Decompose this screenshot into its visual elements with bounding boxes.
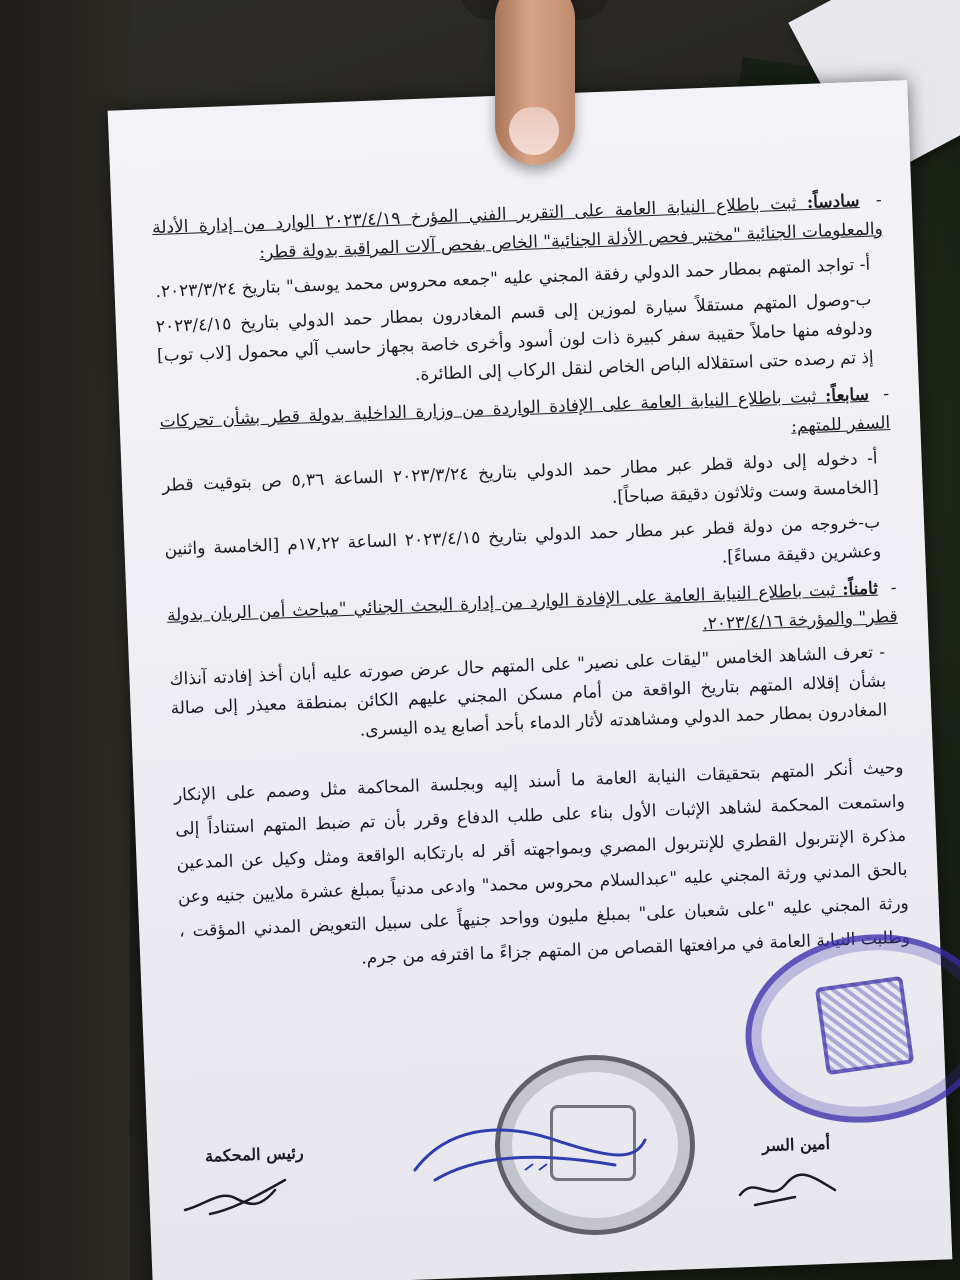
holding-finger (495, 0, 575, 165)
section-eighth-text: ثبت باطلاع النيابة العامة على الإفادة الوارد من إدارة البحث الجنائي "مباحث أمن الريان بدولة قطر" والمؤرخة ٢٠٢٣/٤/١٦. (166, 580, 899, 635)
blue-ink-signature (405, 1110, 655, 1200)
section-sixth-item-a: أ- تواجد المتهم بمطار حمد الدولي رفقة المجني عليه "جمعه محروس محمد يوسف" بتاريخ ٢٠٢٣/٣/٢٤. (155, 254, 871, 303)
judge-signature-label: رئيس المحكمة (204, 1143, 304, 1166)
section-seventh-item-b: ب-خروجه من دولة قطر عبر مطار حمد الدولي بتاريخ ٢٠٢٣/٤/١٥ الساعة ١٧,٢٢م [الخامسة واثنين وعشرين دقيقة مساءً]. (164, 512, 882, 568)
secretary-signature-label: أمين السر (761, 1133, 831, 1156)
section-seventh-heading: سابعاً: (824, 384, 870, 407)
secretary-signature (735, 1165, 840, 1210)
section-seventh-item-a: أ- دخوله إلى دولة قطر عبر مطار حمد الدولي بتاريخ ٢٠٢٣/٣/٢٤ الساعة ٥,٣٦ ص بتوقيت قطر [الخامسة وست وثلاثون دقيقة صباحاً]. (161, 448, 880, 508)
section-eighth-heading: ثامناً: (841, 578, 879, 600)
section-eighth: - ثامناً: ثبت باطلاع النيابة العامة على الإفادة الوارد من إدارة البحث الجنائي "مباحث أمن الريان بدولة قطر" والمؤرخة ٢٠٢٣/٤/١٦. - تعرف الشاهد الخامس "ليقات على نصير" على المتهم حال عرض صورته عليه أبان أخذ إفادته آنذاك بشأن إقلاله المتهم بتاريخ الواقعة من أمام مسكن المجني عليهم الكائن بمنطقة معيذر إلى صالة المغادرون بمطار حمد الدولي ومشاهدته لأثار الدماء بأحد أصابع يده اليسرى. (167, 574, 902, 753)
section-sixth-item-b: ب-وصول المتهم مستقلاً سيارة لموزين إلى قسم المغادرون بمطار حمد الدولي بتاريخ ٢٠٢٣/٤/١٥ ودلوفه منها حاملاً حقيبة سفر كبيرة ذات لون أسود وأخرى خاصة بجهاز حاسب آلي محمول [لاب توب] إذ تم رصده حتى استقلاله الباص الخاص لنقل الركاب إلى الطائرة. (155, 289, 875, 386)
judge-signature (180, 1170, 290, 1220)
section-sixth-heading: سادساً: (806, 190, 860, 214)
section-seventh: - سابعاً: ثبت باطلاع النيابة العامة على الإفادة الواردة من وزارة الداخلية بدولة قطر بشأن تحركات السفر للمتهم: أ- دخوله إلى دولة قطر عبر مطار حمد الدولي بتاريخ ٢٠٢٣/٣/٢٤ الساعة ٥,٣٦ ص بتوقيت قطر [الخامسة وست وثلاثون دقيقة صباحاً]. ب-خروجه من دولة قطر عبر مطار حمد الدولي بتاريخ ٢٠٢٣/٤/١٥ الساعة ١٧,٢٢م [الخامسة واثنين وعشرين دقيقة مساءً]. (159, 380, 896, 594)
closing-paragraph: وحيث أنكر المتهم بتحقيقات النيابة العامة ما أسند إليه وبجلسة المحاكمة مثل وصمم على الإنكار واستمعت المحكمة لشاهد الإثبات الأول بناء على طلب الدفاع وقرر بأن تم ضبط المتهم استناداً إلى مذكرة الإنتربول القطري للإنتربول المصري وبمواجهته أقر له بارتكابه الواقعة ومثل وكيل عن المدعين بالحق المدني ورثة المجني عليه "عبدالسلام محروس محمد" وادعى مدنياً بمبلغ عشرة ملايين جنيه وعن ورثة المجني عليه "على شعبان على" بمبلغ مليون وواحد جنيهاً على سبيل التعويض المدني المؤقت ، وطلبت النيابة العامة في مرافعتها القصاص من المتهم جزاءً ما اقترفه من جرم. (173, 757, 911, 969)
section-sixth: - سادساً: ثبت باطلاع النيابة العامة على التقرير الفني المؤرخ ٢٠٢٣/٤/١٩ الوارد من إدارة الأدلة والمعلومات الجنائية "مختبر فحص الأدلة الجنائية" الخاص بفحص آلات المراقبة بدولة قطر: أ- تواجد المتهم بمطار حمد الدولي رفقة المجني عليه "جمعه محروس محمد يوسف" بتاريخ ٢٠٢٣/٣/٢٤. ب-وصول المتهم مستقلاً سيارة لموزين إلى قسم المغادرون بمطار حمد الدولي بتاريخ ٢٠٢٣/٤/١٥ ودلوفه منها حاملاً حقيبة سفر كبيرة ذات لون أسود وأخرى خاصة بجهاز حاسب آلي محمول [لاب توب] إذ تم رصده حتى استقلاله الباص الخاص لنقل الركاب إلى الطائرة. (152, 186, 889, 400)
section-sixth-text: ثبت باطلاع النيابة العامة على التقرير الفني المؤرخ ٢٠٢٣/٤/١٩ الوارد من إدارة الأدلة والمعلومات الجنائية "مختبر فحص الأدلة الجنائية" الخاص بفحص آلات المراقبة بدولة قطر: (151, 193, 884, 264)
fingernail (509, 107, 559, 155)
section-seventh-text: ثبت باطلاع النيابة العامة على الإفادة الواردة من وزارة الداخلية بدولة قطر بشأن تحركات السفر للمتهم: (159, 386, 891, 437)
seal-emblem-icon (815, 976, 914, 1075)
section-eighth-item: - تعرف الشاهد الخامس "ليقات على نصير" على المتهم حال عرض صورته عليه أبان أخذ إفادته آنذاك بشأن إقلاله المتهم بتاريخ الواقعة من أمام مسكن المجني عليهم الكائن بمنطقة معيذر إلى صالة المغادرون بمطار حمد الدولي ومشاهدته لأثار الدماء بأحد أصابع يده اليسرى. (169, 642, 888, 741)
document-body (152, 186, 911, 982)
